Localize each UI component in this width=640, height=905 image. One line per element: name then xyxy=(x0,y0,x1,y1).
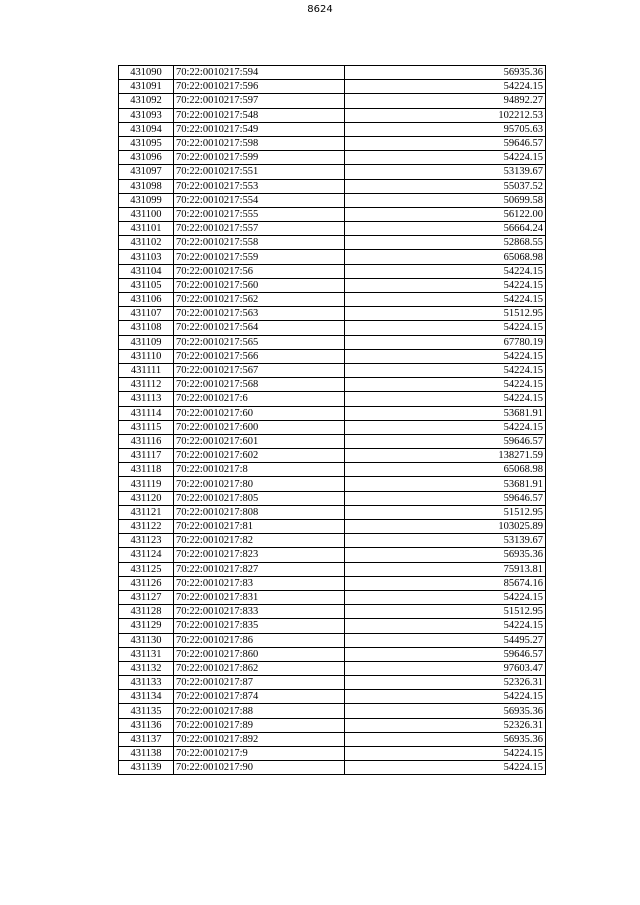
row-number-cell: 431093 xyxy=(119,108,174,122)
cadastral-number-cell: 70:22:0010217:9 xyxy=(174,747,345,761)
value-cell: 53681.91 xyxy=(345,406,546,420)
value-cell: 59646.57 xyxy=(345,491,546,505)
cadastral-number-cell: 70:22:0010217:833 xyxy=(174,605,345,619)
row-number-cell: 431103 xyxy=(119,250,174,264)
row-number-cell: 431131 xyxy=(119,647,174,661)
cadastral-number-cell: 70:22:0010217:559 xyxy=(174,250,345,264)
table-row xyxy=(119,619,546,633)
cadastral-number-cell: 70:22:0010217:557 xyxy=(174,222,345,236)
table-row xyxy=(119,349,546,363)
value-cell: 54224.15 xyxy=(345,349,546,363)
cadastral-number-cell: 70:22:0010217:565 xyxy=(174,335,345,349)
row-number-cell: 431135 xyxy=(119,704,174,718)
value-cell: 95705.63 xyxy=(345,122,546,136)
cadastral-number-cell: 70:22:0010217:862 xyxy=(174,661,345,675)
row-number-cell: 431137 xyxy=(119,732,174,746)
row-number-cell: 431100 xyxy=(119,207,174,221)
cadastral-number-cell: 70:22:0010217:602 xyxy=(174,449,345,463)
cadastral-number-cell: 70:22:0010217:835 xyxy=(174,619,345,633)
table-row xyxy=(119,193,546,207)
cadastral-number-cell: 70:22:0010217:600 xyxy=(174,420,345,434)
value-cell: 53139.67 xyxy=(345,165,546,179)
value-cell: 54224.15 xyxy=(345,747,546,761)
row-number-cell: 431123 xyxy=(119,534,174,548)
table-row xyxy=(119,676,546,690)
row-number-cell: 431112 xyxy=(119,378,174,392)
row-number-cell: 431120 xyxy=(119,491,174,505)
cadastral-number-cell: 70:22:0010217:89 xyxy=(174,718,345,732)
cadastral-number-cell: 70:22:0010217:86 xyxy=(174,633,345,647)
table-row xyxy=(119,434,546,448)
cadastral-number-cell: 70:22:0010217:567 xyxy=(174,363,345,377)
cadastral-number-cell: 70:22:0010217:827 xyxy=(174,562,345,576)
cadastral-number-cell: 70:22:0010217:8 xyxy=(174,463,345,477)
value-cell: 54224.15 xyxy=(345,264,546,278)
table-row xyxy=(119,293,546,307)
cadastral-number-cell: 70:22:0010217:6 xyxy=(174,392,345,406)
value-cell: 50699.58 xyxy=(345,193,546,207)
table-row xyxy=(119,335,546,349)
table-row xyxy=(119,122,546,136)
value-cell: 54224.15 xyxy=(345,420,546,434)
cadastral-number-cell: 70:22:0010217:831 xyxy=(174,590,345,604)
table-row xyxy=(119,108,546,122)
cadastral-number-cell: 70:22:0010217:892 xyxy=(174,732,345,746)
cadastral-number-cell: 70:22:0010217:599 xyxy=(174,151,345,165)
row-number-cell: 431102 xyxy=(119,236,174,250)
row-number-cell: 431098 xyxy=(119,179,174,193)
table-row xyxy=(119,605,546,619)
table-row xyxy=(119,491,546,505)
value-cell: 56935.36 xyxy=(345,66,546,80)
value-cell: 102212.53 xyxy=(345,108,546,122)
cadastral-number-cell: 70:22:0010217:80 xyxy=(174,477,345,491)
table-row xyxy=(119,704,546,718)
row-number-cell: 431127 xyxy=(119,590,174,604)
table-row xyxy=(119,378,546,392)
cadastral-number-cell: 70:22:0010217:554 xyxy=(174,193,345,207)
value-cell: 54224.15 xyxy=(345,378,546,392)
row-number-cell: 431129 xyxy=(119,619,174,633)
value-cell: 53139.67 xyxy=(345,534,546,548)
cadastral-number-cell: 70:22:0010217:87 xyxy=(174,676,345,690)
row-number-cell: 431121 xyxy=(119,505,174,519)
table-row xyxy=(119,576,546,590)
row-number-cell: 431107 xyxy=(119,307,174,321)
table-row xyxy=(119,590,546,604)
table-row xyxy=(119,165,546,179)
table-row xyxy=(119,80,546,94)
row-number-cell: 431118 xyxy=(119,463,174,477)
table-row xyxy=(119,505,546,519)
row-number-cell: 431110 xyxy=(119,349,174,363)
cadastral-number-cell: 70:22:0010217:805 xyxy=(174,491,345,505)
table-row xyxy=(119,136,546,150)
cadastral-number-cell: 70:22:0010217:60 xyxy=(174,406,345,420)
value-cell: 97603.47 xyxy=(345,661,546,675)
value-cell: 75913.81 xyxy=(345,562,546,576)
value-cell: 54224.15 xyxy=(345,590,546,604)
table-row xyxy=(119,562,546,576)
row-number-cell: 431138 xyxy=(119,747,174,761)
row-number-cell: 431096 xyxy=(119,151,174,165)
value-cell: 51512.95 xyxy=(345,605,546,619)
value-cell: 54224.15 xyxy=(345,363,546,377)
cadastral-number-cell: 70:22:0010217:823 xyxy=(174,548,345,562)
data-table xyxy=(118,65,546,775)
value-cell: 59646.57 xyxy=(345,647,546,661)
table-row xyxy=(119,420,546,434)
value-cell: 53681.91 xyxy=(345,477,546,491)
table-row xyxy=(119,534,546,548)
value-cell: 52326.31 xyxy=(345,676,546,690)
value-cell: 56122.00 xyxy=(345,207,546,221)
row-number-cell: 431119 xyxy=(119,477,174,491)
row-number-cell: 431116 xyxy=(119,434,174,448)
value-cell: 52326.31 xyxy=(345,718,546,732)
row-number-cell: 431111 xyxy=(119,363,174,377)
row-number-cell: 431122 xyxy=(119,520,174,534)
table-row xyxy=(119,406,546,420)
cadastral-number-cell: 70:22:0010217:566 xyxy=(174,349,345,363)
table-row xyxy=(119,222,546,236)
page-number: 8624 xyxy=(307,4,333,15)
value-cell: 54495.27 xyxy=(345,633,546,647)
row-number-cell: 431108 xyxy=(119,321,174,335)
row-number-cell: 431128 xyxy=(119,605,174,619)
row-number-cell: 431101 xyxy=(119,222,174,236)
table-row xyxy=(119,477,546,491)
row-number-cell: 431133 xyxy=(119,676,174,690)
table-body xyxy=(119,66,546,775)
row-number-cell: 431113 xyxy=(119,392,174,406)
table-row xyxy=(119,250,546,264)
cadastral-number-cell: 70:22:0010217:808 xyxy=(174,505,345,519)
table-row xyxy=(119,548,546,562)
cadastral-number-cell: 70:22:0010217:83 xyxy=(174,576,345,590)
value-cell: 54224.15 xyxy=(345,80,546,94)
table-row xyxy=(119,690,546,704)
value-cell: 54224.15 xyxy=(345,619,546,633)
row-number-cell: 431095 xyxy=(119,136,174,150)
table-row xyxy=(119,278,546,292)
value-cell: 54224.15 xyxy=(345,278,546,292)
cadastral-number-cell: 70:22:0010217:81 xyxy=(174,520,345,534)
value-cell: 51512.95 xyxy=(345,505,546,519)
row-number-cell: 431109 xyxy=(119,335,174,349)
row-number-cell: 431139 xyxy=(119,761,174,775)
value-cell: 56935.36 xyxy=(345,732,546,746)
cadastral-number-cell: 70:22:0010217:90 xyxy=(174,761,345,775)
value-cell: 65068.98 xyxy=(345,250,546,264)
value-cell: 59646.57 xyxy=(345,136,546,150)
table-row xyxy=(119,520,546,534)
cadastral-number-cell: 70:22:0010217:563 xyxy=(174,307,345,321)
cadastral-number-cell: 70:22:0010217:874 xyxy=(174,690,345,704)
table-row xyxy=(119,94,546,108)
row-number-cell: 431106 xyxy=(119,293,174,307)
value-cell: 56935.36 xyxy=(345,548,546,562)
cadastral-number-cell: 70:22:0010217:568 xyxy=(174,378,345,392)
table-row xyxy=(119,449,546,463)
value-cell: 56935.36 xyxy=(345,704,546,718)
value-cell: 56664.24 xyxy=(345,222,546,236)
table-row xyxy=(119,264,546,278)
value-cell: 59646.57 xyxy=(345,434,546,448)
table-row xyxy=(119,207,546,221)
row-number-cell: 431097 xyxy=(119,165,174,179)
value-cell: 138271.59 xyxy=(345,449,546,463)
table-row xyxy=(119,307,546,321)
table-row xyxy=(119,321,546,335)
value-cell: 55037.52 xyxy=(345,179,546,193)
row-number-cell: 431132 xyxy=(119,661,174,675)
row-number-cell: 431099 xyxy=(119,193,174,207)
value-cell: 67780.19 xyxy=(345,335,546,349)
cadastral-number-cell: 70:22:0010217:551 xyxy=(174,165,345,179)
value-cell: 54224.15 xyxy=(345,151,546,165)
value-cell: 54224.15 xyxy=(345,761,546,775)
cadastral-number-cell: 70:22:0010217:594 xyxy=(174,66,345,80)
row-number-cell: 431104 xyxy=(119,264,174,278)
row-number-cell: 431090 xyxy=(119,66,174,80)
table-row xyxy=(119,633,546,647)
table-row xyxy=(119,179,546,193)
cadastral-number-cell: 70:22:0010217:564 xyxy=(174,321,345,335)
row-number-cell: 431115 xyxy=(119,420,174,434)
table-row xyxy=(119,661,546,675)
value-cell: 65068.98 xyxy=(345,463,546,477)
row-number-cell: 431126 xyxy=(119,576,174,590)
row-number-cell: 431091 xyxy=(119,80,174,94)
row-number-cell: 431105 xyxy=(119,278,174,292)
table-row xyxy=(119,66,546,80)
cadastral-number-cell: 70:22:0010217:598 xyxy=(174,136,345,150)
row-number-cell: 431130 xyxy=(119,633,174,647)
value-cell: 54224.15 xyxy=(345,321,546,335)
row-number-cell: 431125 xyxy=(119,562,174,576)
cadastral-number-cell: 70:22:0010217:88 xyxy=(174,704,345,718)
table-row xyxy=(119,718,546,732)
cadastral-number-cell: 70:22:0010217:597 xyxy=(174,94,345,108)
value-cell: 51512.95 xyxy=(345,307,546,321)
value-cell: 52868.55 xyxy=(345,236,546,250)
table-row xyxy=(119,761,546,775)
value-cell: 94892.27 xyxy=(345,94,546,108)
row-number-cell: 431136 xyxy=(119,718,174,732)
table-row xyxy=(119,236,546,250)
value-cell: 54224.15 xyxy=(345,293,546,307)
table-row xyxy=(119,363,546,377)
table-row xyxy=(119,647,546,661)
table-row xyxy=(119,747,546,761)
value-cell: 103025.89 xyxy=(345,520,546,534)
row-number-cell: 431094 xyxy=(119,122,174,136)
row-number-cell: 431134 xyxy=(119,690,174,704)
row-number-cell: 431117 xyxy=(119,449,174,463)
table-row xyxy=(119,392,546,406)
cadastral-number-cell: 70:22:0010217:860 xyxy=(174,647,345,661)
table-row xyxy=(119,151,546,165)
table-row xyxy=(119,463,546,477)
value-cell: 85674.16 xyxy=(345,576,546,590)
row-number-cell: 431092 xyxy=(119,94,174,108)
row-number-cell: 431114 xyxy=(119,406,174,420)
row-number-cell: 431124 xyxy=(119,548,174,562)
cadastral-number-cell: 70:22:0010217:56 xyxy=(174,264,345,278)
value-cell: 54224.15 xyxy=(345,690,546,704)
cadastral-number-cell: 70:22:0010217:553 xyxy=(174,179,345,193)
cadastral-number-cell: 70:22:0010217:596 xyxy=(174,80,345,94)
cadastral-number-cell: 70:22:0010217:601 xyxy=(174,434,345,448)
value-cell: 54224.15 xyxy=(345,392,546,406)
table-row xyxy=(119,732,546,746)
cadastral-number-cell: 70:22:0010217:555 xyxy=(174,207,345,221)
cadastral-number-cell: 70:22:0010217:558 xyxy=(174,236,345,250)
cadastral-number-cell: 70:22:0010217:82 xyxy=(174,534,345,548)
cadastral-number-cell: 70:22:0010217:562 xyxy=(174,293,345,307)
cadastral-number-cell: 70:22:0010217:548 xyxy=(174,108,345,122)
cadastral-number-cell: 70:22:0010217:549 xyxy=(174,122,345,136)
cadastral-number-cell: 70:22:0010217:560 xyxy=(174,278,345,292)
